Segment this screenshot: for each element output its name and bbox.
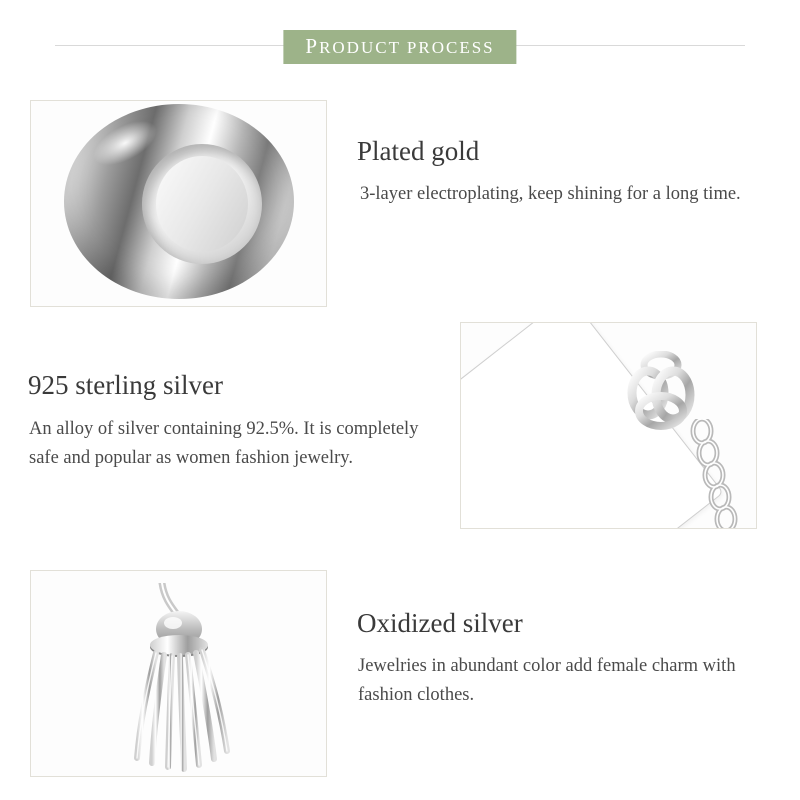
ring-illustration	[31, 101, 326, 306]
section-body-plated-gold: 3-layer electroplating, keep shining for a long time.	[360, 184, 741, 204]
section-image-oxidized-silver	[30, 570, 327, 777]
page-title-badge	[283, 30, 516, 64]
chain-svg	[686, 419, 740, 529]
ring-shape	[64, 104, 294, 304]
section-body-sterling-silver: An alloy of silver containing 92.5%. It is completely safe and popular as women fashion jewelry.	[29, 419, 419, 468]
page-title-initial: P	[305, 34, 320, 58]
ring-inner-wall	[156, 156, 248, 252]
section-title-plated-gold: Plated gold	[357, 136, 480, 166]
chain-shape	[686, 419, 740, 529]
section-image-plated-gold	[30, 100, 327, 307]
tassel-shape	[104, 583, 254, 777]
tassel-svg	[104, 583, 254, 777]
section-title-oxidized-silver: Oxidized silver	[357, 608, 523, 638]
page-title-rest: RODUCT PROCESS	[319, 38, 495, 57]
knot-illustration	[461, 323, 756, 528]
tassel-illustration	[31, 571, 326, 776]
section-body-oxidized-silver: Jewelries in abundant color add female charm with fashion clothes.	[358, 656, 736, 705]
section-image-sterling-silver	[460, 322, 757, 529]
section-title-sterling-silver: 925 sterling silver	[28, 370, 223, 400]
page-header	[0, 30, 800, 62]
